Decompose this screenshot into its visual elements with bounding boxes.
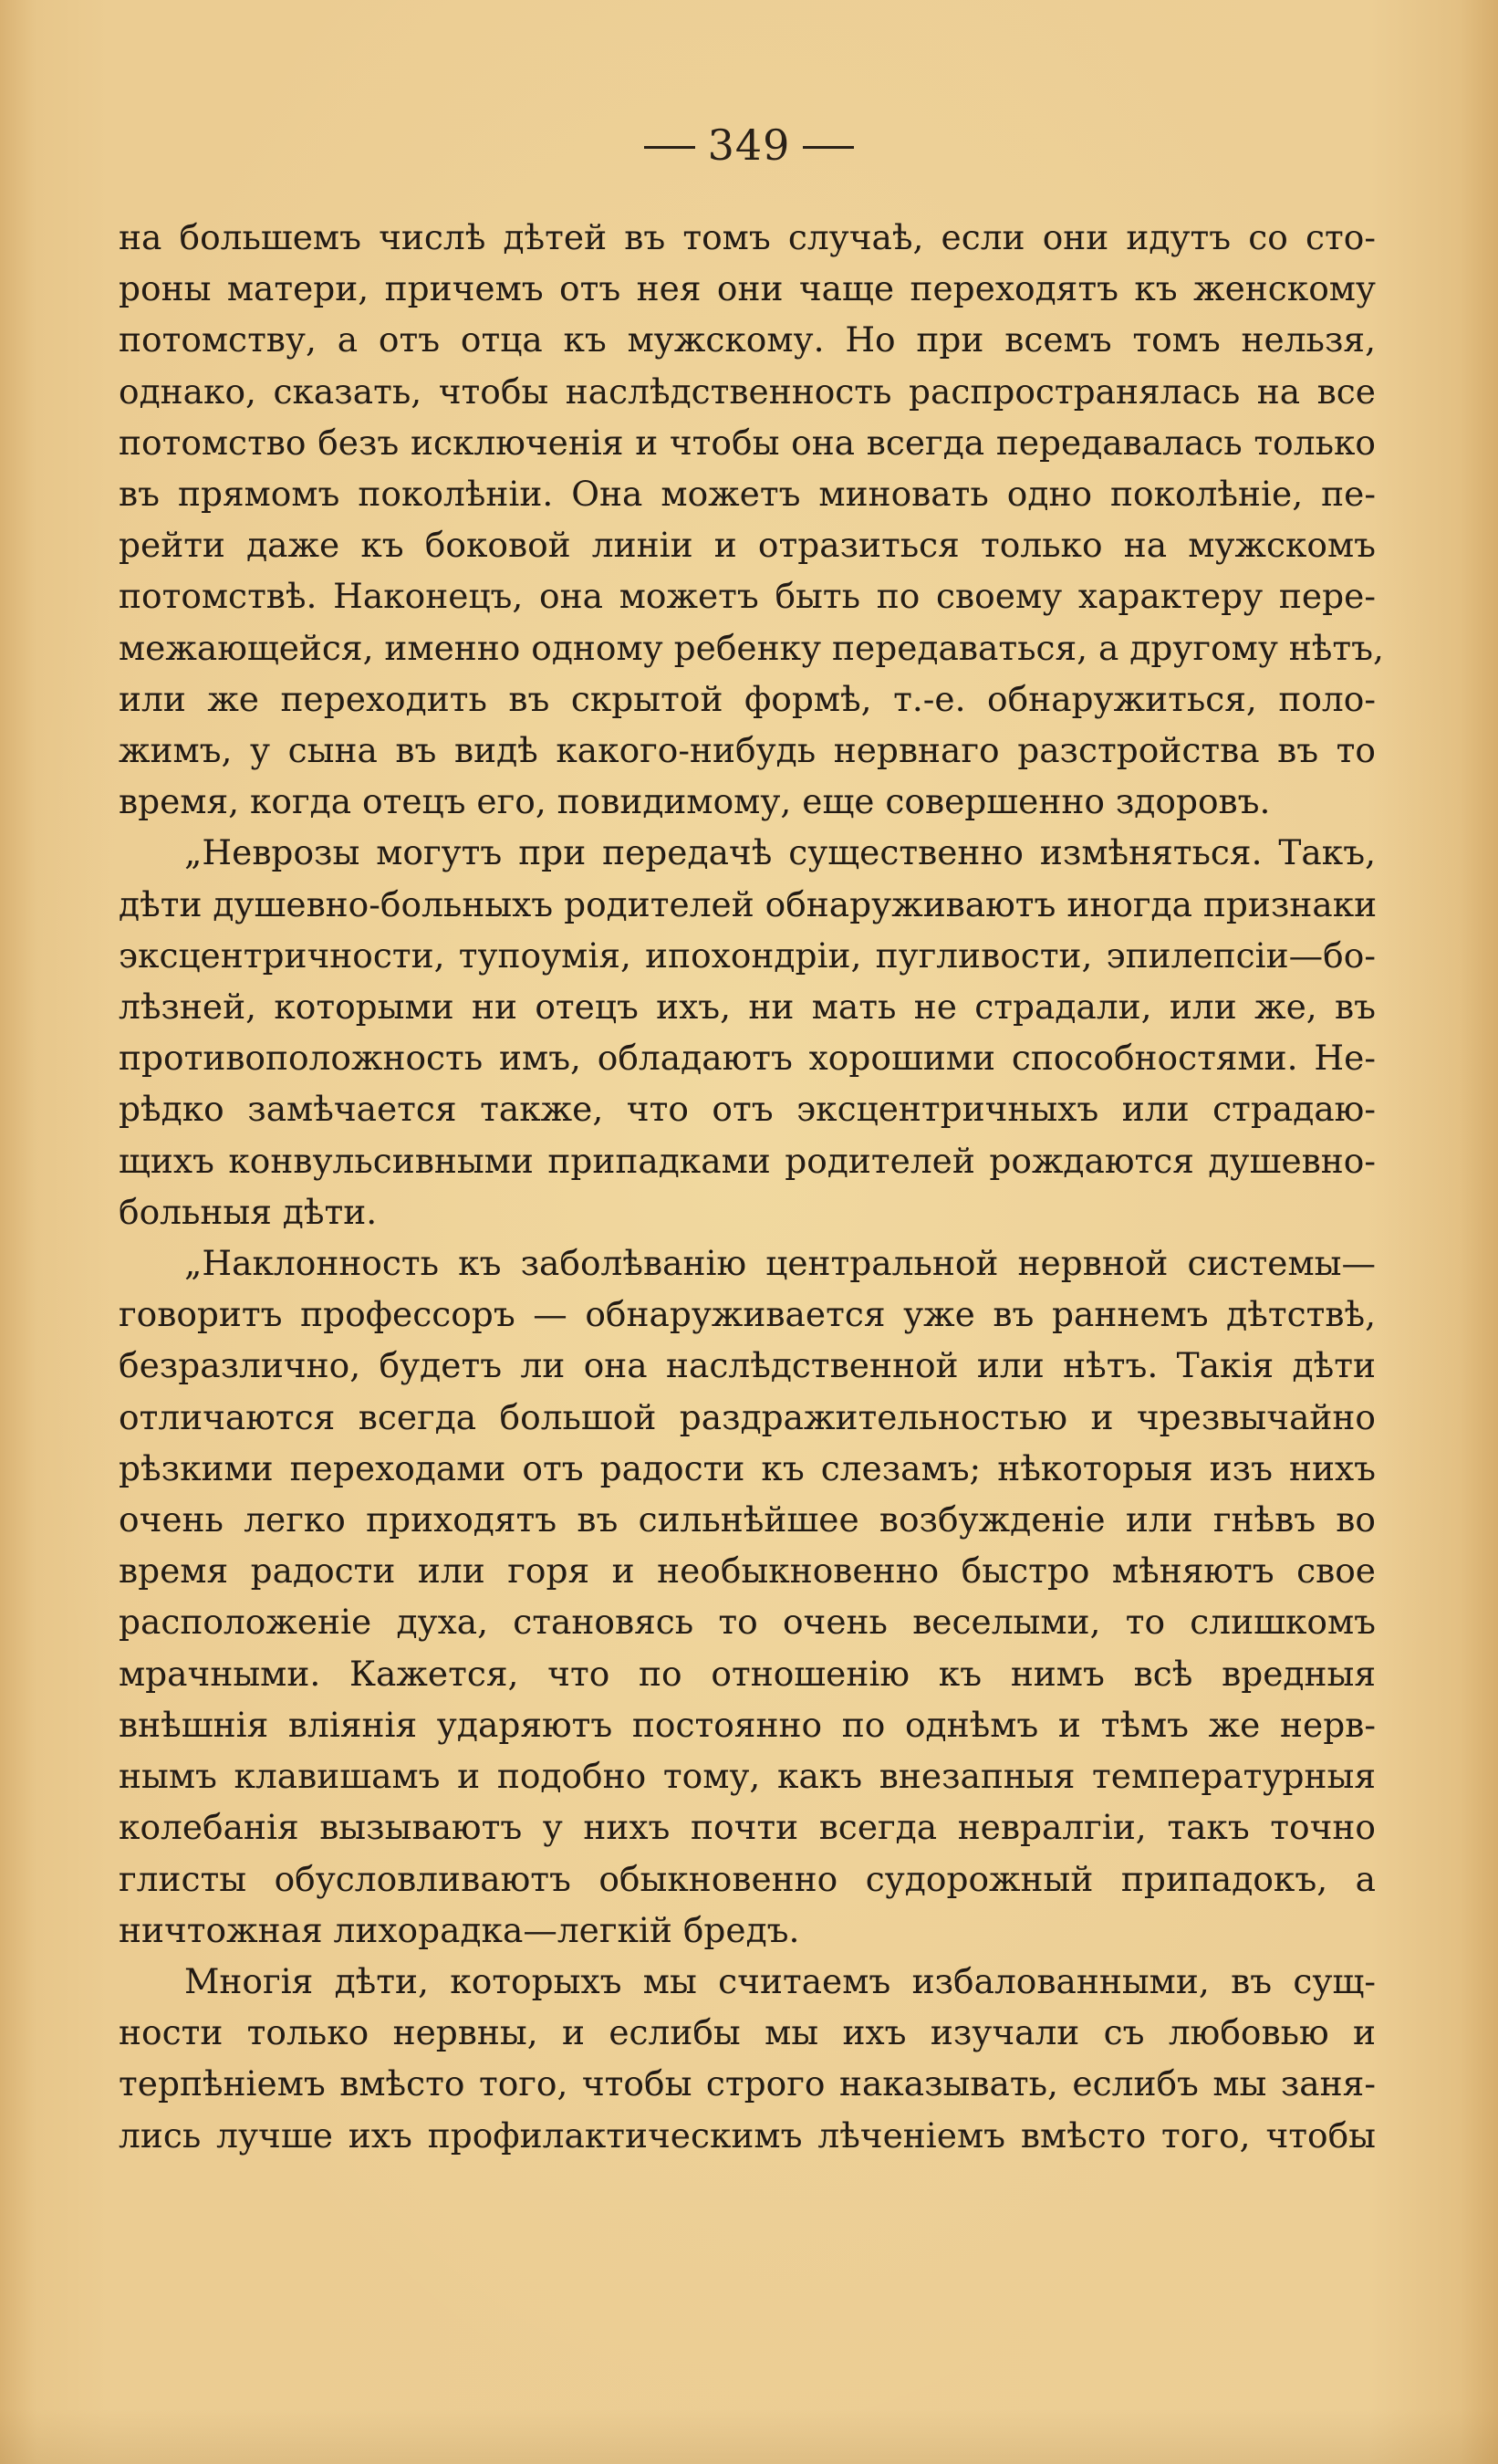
text-line: однако, сказать, чтобы наслѣдственность распространялась на все bbox=[119, 371, 1376, 412]
text-line: противоположность имъ, обладаютъ хорошими способностями. Не- bbox=[119, 1038, 1376, 1079]
text-line: лѣзней, которыми ни отецъ ихъ, ни мать не страдали, или же, въ bbox=[119, 987, 1376, 1028]
paragraph bbox=[119, 212, 1384, 827]
text-line: очень легко приходятъ въ сильнѣйшее возбужденіе или гнѣвъ во bbox=[119, 1499, 1376, 1540]
text-line: расположеніе духа, становясь то очень веселыми, то слишкомъ bbox=[119, 1602, 1376, 1643]
text-line: лись лучше ихъ профилактическимъ лѣченіемъ вмѣсто того, чтобы bbox=[119, 2114, 1376, 2156]
text-line: дѣти душевно-больныхъ родителей обнаруживаютъ иногда признаки bbox=[119, 883, 1378, 924]
text-line: или же переходить въ скрытой формѣ, т.-е. обнаружиться, поло- bbox=[119, 678, 1376, 719]
right-dash bbox=[803, 146, 854, 149]
text-line: „Неврозы могутъ при передачѣ существенно измѣняться. Такъ, bbox=[184, 832, 1376, 873]
text-line: ности только нервны, и еслибы мы ихъ изучали съ любовью и bbox=[119, 2012, 1376, 2053]
text-line: Многія дѣти, которыхъ мы считаемъ избалованными, въ сущ- bbox=[184, 1960, 1376, 2001]
text-line: говоритъ профессоръ — обнаруживается уже въ раннемъ дѣтствѣ, bbox=[119, 1294, 1376, 1335]
text-line: межающейся, именно одному ребенку передаваться, а другому нѣтъ, bbox=[119, 627, 1384, 668]
text-line: мрачными. Кажется, что по отношенію къ нимъ всѣ вредныя bbox=[119, 1653, 1376, 1694]
text-line: „Наклонность къ заболѣванію центральной нервной системы— bbox=[184, 1243, 1376, 1284]
text-line: нымъ клавишамъ и подобно тому, какъ внезапныя температурныя bbox=[119, 1756, 1376, 1797]
text-line: отличаются всегда большой раздражительностью и чрезвычайно bbox=[119, 1396, 1376, 1437]
text-line: рѣзкими переходами отъ радости къ слезамъ; нѣкоторыя изъ нихъ bbox=[119, 1447, 1376, 1488]
text-line: потомство безъ исключенія и чтобы она всегда передавалась только bbox=[119, 422, 1376, 463]
text-line: жимъ, у сына въ видѣ какого-нибудь нервнаго разстройства въ то bbox=[119, 730, 1376, 771]
text-line: рѣдко замѣчается также, что отъ эксцентричныхъ или страдаю- bbox=[119, 1089, 1376, 1130]
text-line: потомству, а отъ отца къ мужскому. Но при всемъ томъ нельзя, bbox=[119, 319, 1376, 360]
text-line: внѣшнія вліянія ударяютъ постоянно по однѣмъ и тѣмъ же нерв- bbox=[119, 1704, 1376, 1745]
paragraph bbox=[119, 827, 1376, 1237]
text-line: потомствѣ. Наконецъ, она можетъ быть по своему характеру пере- bbox=[119, 576, 1376, 617]
text-line: рейти даже къ боковой линіи и отразиться только на мужскомъ bbox=[119, 525, 1376, 566]
page-number-header bbox=[0, 120, 1498, 170]
text-line: терпѣніемъ вмѣсто того, чтобы строго наказывать, еслибъ мы заня- bbox=[119, 2063, 1376, 2104]
text-line: колебанія вызываютъ у нихъ почти всегда невралгіи, такъ точно bbox=[119, 1807, 1376, 1848]
text-line: щихъ конвульсивными припадками родителей рождаются душевно- bbox=[119, 1140, 1376, 1181]
text-line: безразлично, будетъ ли она наслѣдственной или нѣтъ. Такія дѣти bbox=[119, 1345, 1376, 1386]
text-line: эксцентричности, тупоумія, ипохондріи, пугливости, эпилепсіи—бо- bbox=[119, 934, 1376, 976]
text-line: въ прямомъ поколѣніи. Она можетъ миновать одно поколѣніе, пе- bbox=[119, 474, 1376, 515]
left-dash bbox=[644, 146, 695, 149]
text-line: время, когда отецъ его, повидимому, еще совершенно здоровъ. bbox=[119, 781, 1271, 822]
text-line: больныя дѣти. bbox=[119, 1191, 378, 1232]
text-line: ничтожная лихорадка—легкій бредъ. bbox=[119, 1909, 800, 1950]
text-line: на большемъ числѣ дѣтей въ томъ случаѣ, если они идутъ со сто- bbox=[119, 217, 1376, 257]
text-line: роны матери, причемъ отъ нея они чаще переходятъ къ женскому bbox=[119, 268, 1376, 309]
paragraph bbox=[119, 1237, 1376, 1956]
paragraph bbox=[119, 1956, 1376, 2161]
text-line: время радости или горя и необыкновенно быстро мѣняютъ свое bbox=[119, 1550, 1376, 1592]
page-number: 349 bbox=[707, 120, 791, 170]
text-line: глисты обусловливаютъ обыкновенно судорожный припадокъ, а bbox=[119, 1858, 1376, 1899]
body-text bbox=[119, 212, 1384, 2161]
